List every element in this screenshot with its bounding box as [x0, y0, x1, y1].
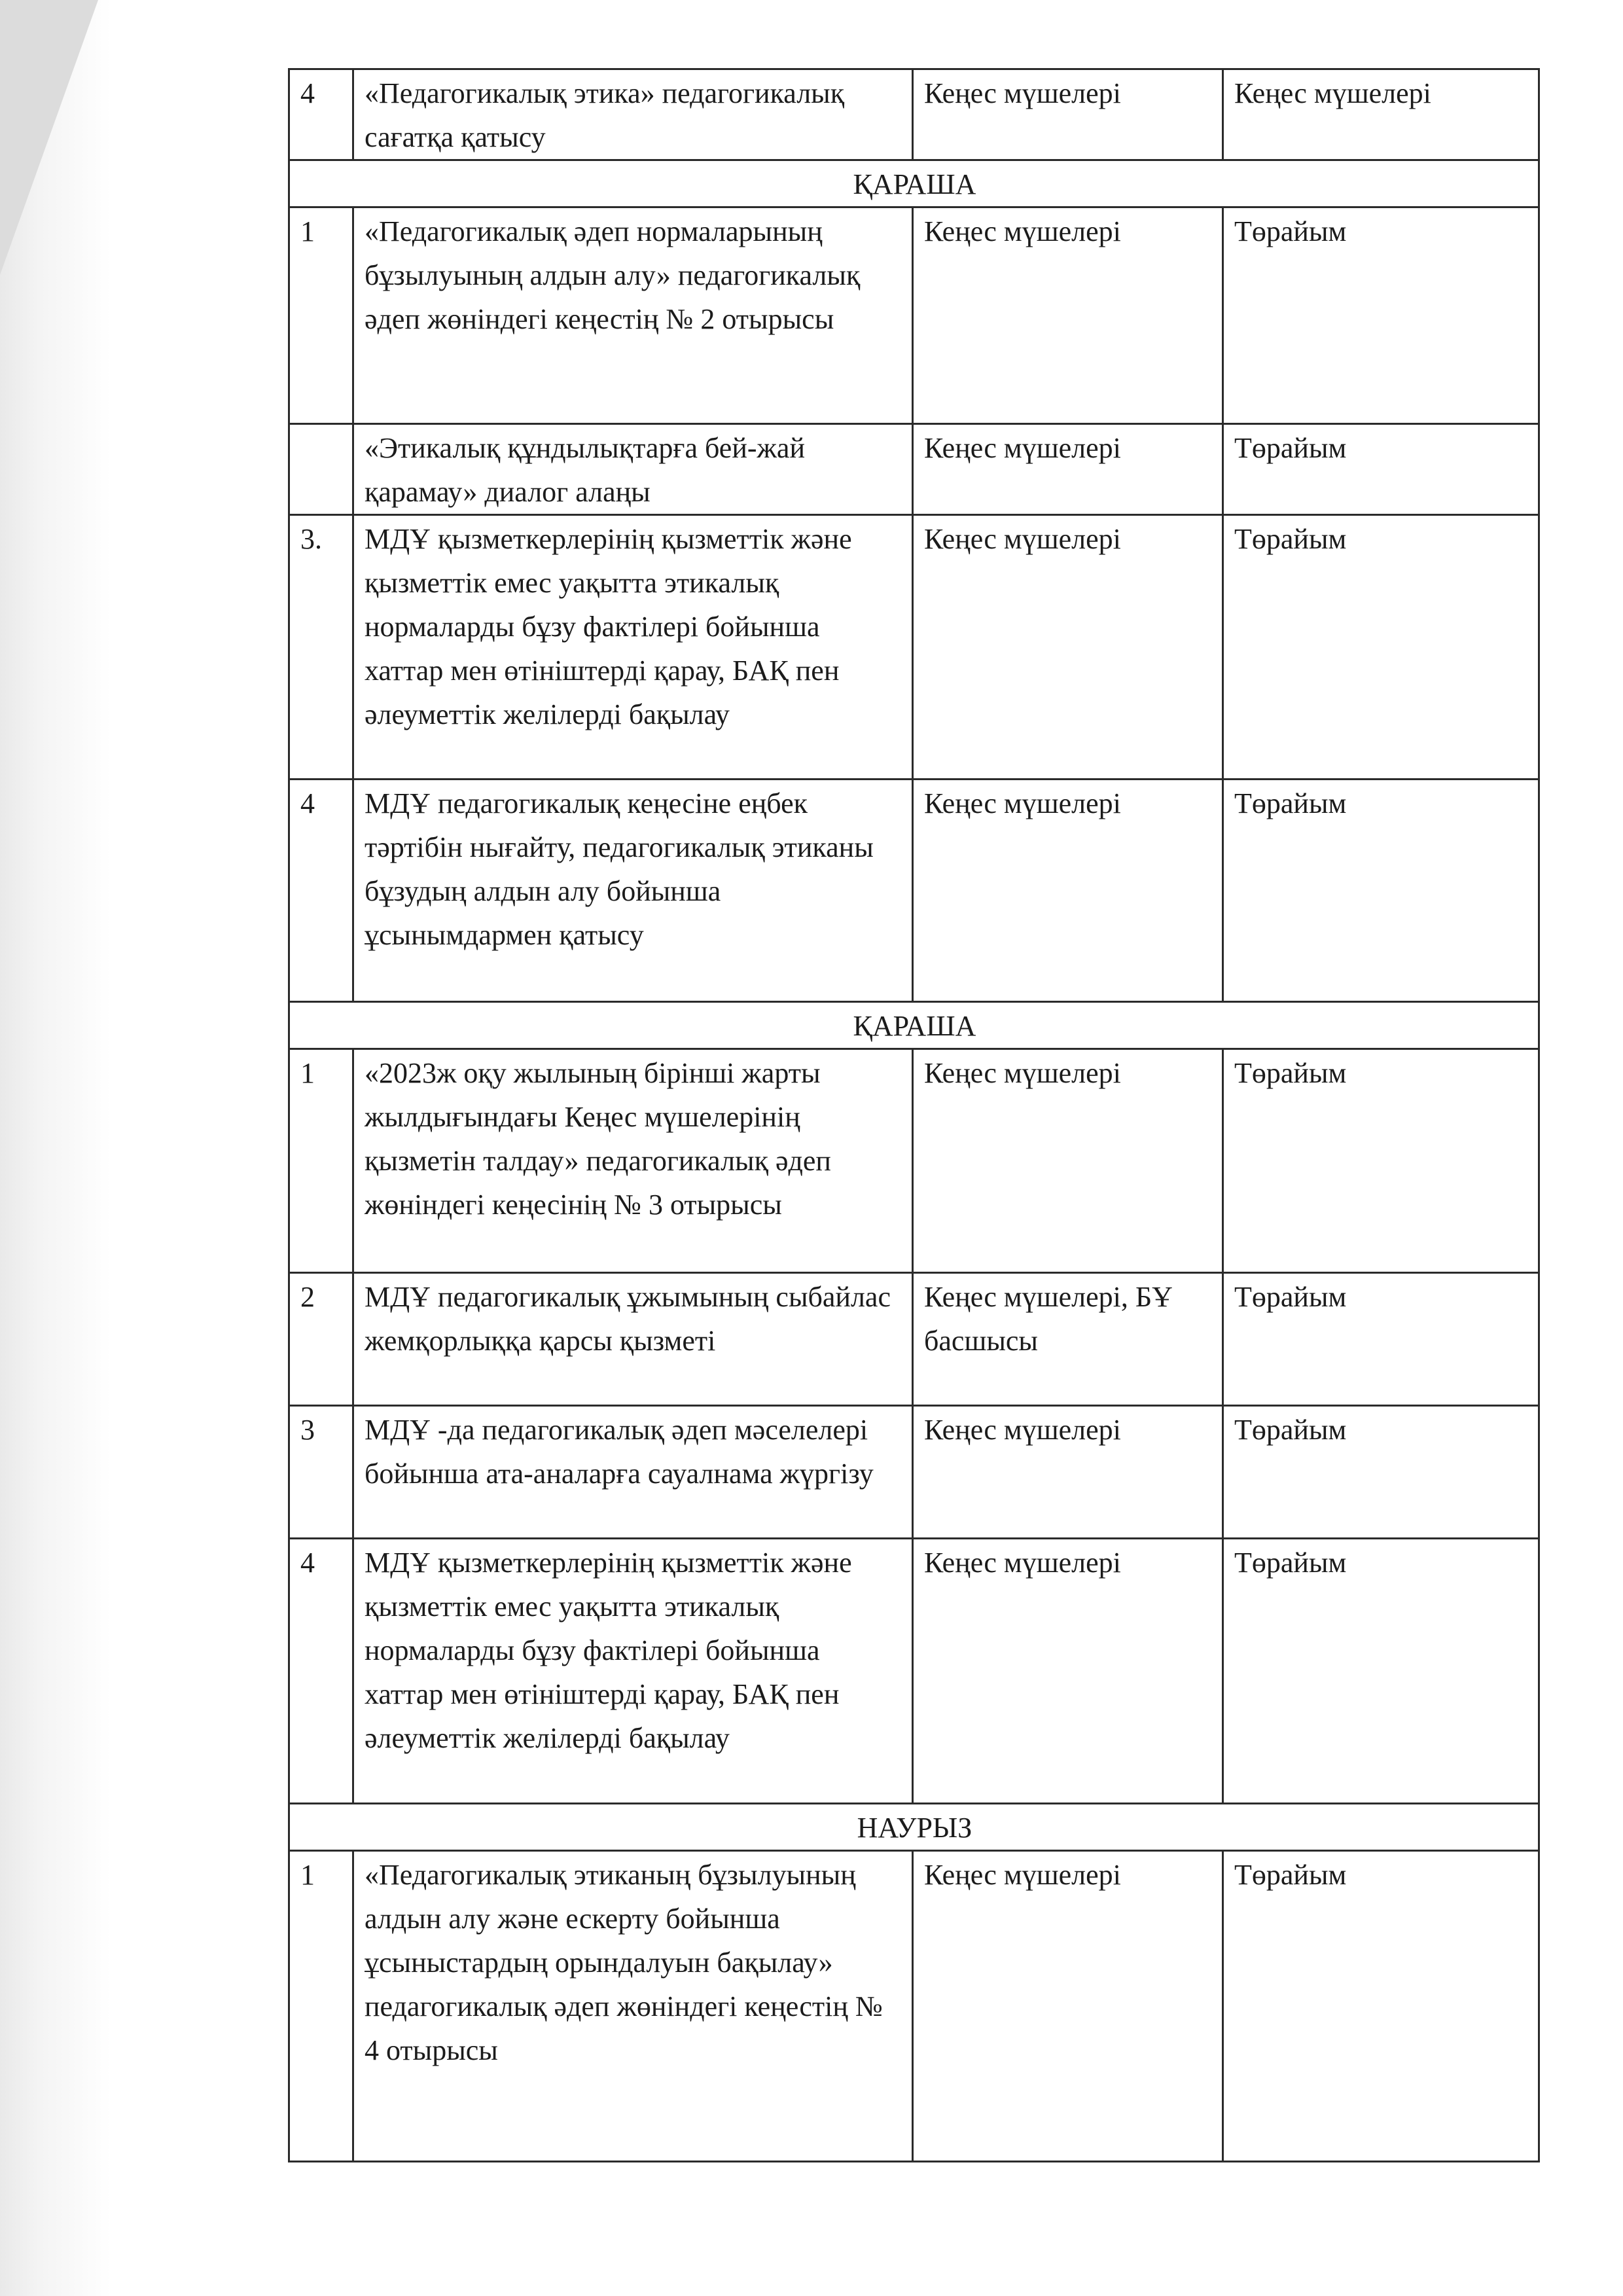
row-number: 1	[289, 1049, 353, 1273]
lead-cell: Төрайым	[1223, 1539, 1539, 1804]
scan-edge-shadow	[0, 0, 111, 2296]
row-number: 1	[289, 207, 353, 424]
responsible-cell: Кеңес мүшелері	[913, 1539, 1223, 1804]
lead-cell: Төрайым	[1223, 515, 1539, 780]
lead-cell: Кеңес мүшелері	[1223, 69, 1539, 160]
event-cell: «Педагогикалық этика» педагогикалық сағатқа қатысу	[353, 69, 913, 160]
lead-cell: Төрайым	[1223, 207, 1539, 424]
month-row	[289, 160, 1539, 207]
responsible-cell: Кеңес мүшелері	[913, 207, 1223, 424]
event-cell: МДҰ педагогикалық ұжымының сыбайлас жемқорлыққа қарсы қызметі	[353, 1273, 913, 1406]
month-header: ҚАРАША	[289, 1002, 1539, 1049]
event-cell: МДҰ педагогикалық кеңесіне еңбек тәртібін нығайту, педагогикалық этиканы бұзудың алдын алу бойынша ұсынымдармен қатысу	[353, 780, 913, 1002]
table-row	[289, 780, 1539, 1002]
table-row	[289, 1273, 1539, 1406]
row-number: 1	[289, 1851, 353, 2162]
row-number: 4	[289, 780, 353, 1002]
row-number: 4	[289, 69, 353, 160]
month-header: ҚАРАША	[289, 160, 1539, 207]
lead-cell: Төрайым	[1223, 1851, 1539, 2162]
event-cell: «Педагогикалық әдеп нормаларының бұзылуының алдын алу» педагогикалық әдеп жөніндегі кеңестің № 2 отырысы	[353, 207, 913, 424]
month-header: НАУРЫЗ	[289, 1804, 1539, 1851]
responsible-cell: Кеңес мүшелері	[913, 1851, 1223, 2162]
responsible-cell: Кеңес мүшелері	[913, 780, 1223, 1002]
row-number: 2	[289, 1273, 353, 1406]
responsible-cell: Кеңес мүшелері	[913, 515, 1223, 780]
row-number	[289, 424, 353, 515]
event-cell: «Этикалық құндылықтарға бей-жай қарамау» диалог алаңы	[353, 424, 913, 515]
month-row	[289, 1804, 1539, 1851]
lead-cell: Төрайым	[1223, 1049, 1539, 1273]
table-row	[289, 1539, 1539, 1804]
row-number: 3.	[289, 515, 353, 780]
responsible-cell: Кеңес мүшелері	[913, 1049, 1223, 1273]
table-row	[289, 207, 1539, 424]
row-number: 3	[289, 1406, 353, 1539]
event-cell: МДҰ қызметкерлерінің қызметтік және қызметтік емес уақытта этикалық нормаларды бұзу фактілері бойынша хаттар мен өтініштерді қарау, БАҚ пен әлеуметтік желілерді бақылау	[353, 1539, 913, 1804]
lead-cell: Төрайым	[1223, 424, 1539, 515]
month-row	[289, 1002, 1539, 1049]
scan-corner-fold	[0, 0, 98, 275]
event-cell: МДҰ -да педагогикалық әдеп мәселелері бойынша ата-аналарға сауалнама жүргізу	[353, 1406, 913, 1539]
table-row	[289, 1049, 1539, 1273]
table-row	[289, 69, 1539, 160]
event-cell: «2023ж оқу жылының бірінші жарты жылдығындағы Кеңес мүшелерінің қызметін талдау» педагогикалық әдеп жөніндегі кеңесінің № 3 отырысы	[353, 1049, 913, 1273]
responsible-cell: Кеңес мүшелері, БҰ басшысы	[913, 1273, 1223, 1406]
ethics-council-plan-table	[288, 68, 1540, 2162]
responsible-cell: Кеңес мүшелері	[913, 69, 1223, 160]
table-row	[289, 424, 1539, 515]
table-row	[289, 1851, 1539, 2162]
event-cell: МДҰ қызметкерлерінің қызметтік және қызметтік емес уақытта этикалық нормаларды бұзу фактілері бойынша хаттар мен өтініштерді қарау, БАҚ пен әлеуметтік желілерді бақылау	[353, 515, 913, 780]
table-row	[289, 515, 1539, 780]
event-cell: «Педагогикалық этиканың бұзылуының алдын алу және ескерту бойынша ұсыныстардың орындалуын бақылау» педагогикалық әдеп жөніндегі кеңестің № 4 отырысы	[353, 1851, 913, 2162]
responsible-cell: Кеңес мүшелері	[913, 1406, 1223, 1539]
lead-cell: Төрайым	[1223, 780, 1539, 1002]
lead-cell: Төрайым	[1223, 1406, 1539, 1539]
lead-cell: Төрайым	[1223, 1273, 1539, 1406]
responsible-cell: Кеңес мүшелері	[913, 424, 1223, 515]
table-row	[289, 1406, 1539, 1539]
row-number: 4	[289, 1539, 353, 1804]
